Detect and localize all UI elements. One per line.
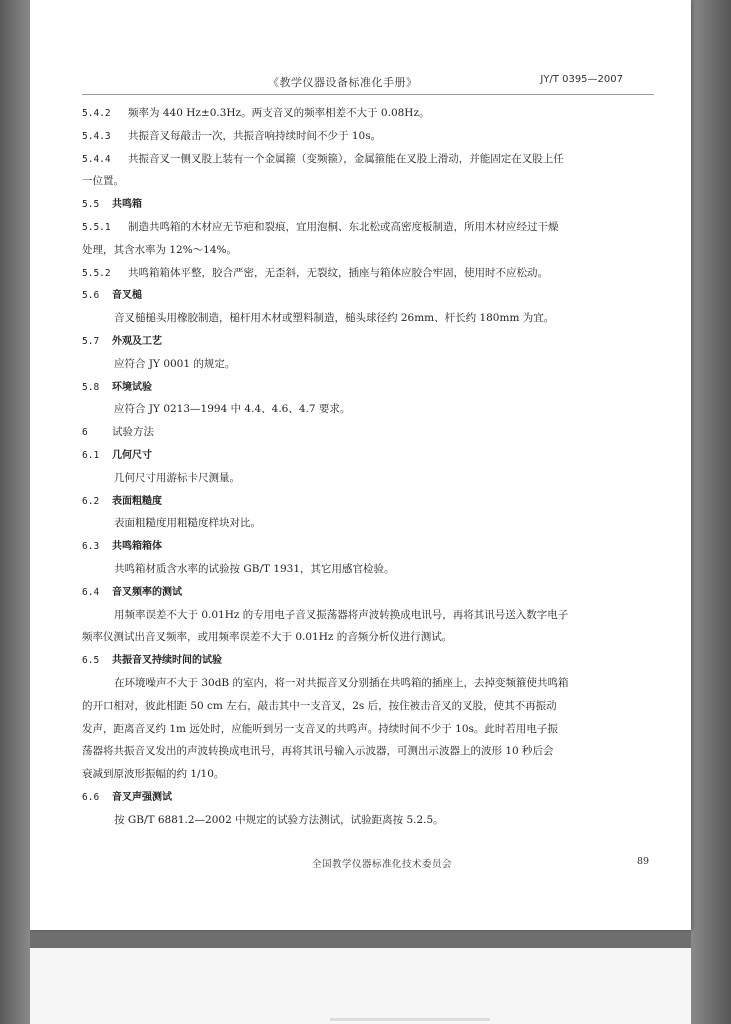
clause-number: 5.7 <box>82 335 100 347</box>
clause-line <box>82 786 657 809</box>
clause-text: 一位置。 <box>82 175 124 188</box>
clause-line <box>82 216 657 239</box>
clause-text: 应符合 JY 0001 的规定。 <box>114 357 236 370</box>
clause-text: 频率为 440 Hz±0.3Hz。两支音叉的频率相差不大于 0.08Hz。 <box>128 107 430 119</box>
paragraph-line <box>82 740 657 763</box>
paragraph-line <box>82 626 657 649</box>
next-page-text-hint <box>330 1018 490 1021</box>
clause-heading: 表面粗糙度 <box>112 495 162 507</box>
paragraph-line <box>82 809 657 832</box>
clause-text: 共振音叉每敲击一次，共振音响持续时间不少于 10s。 <box>128 129 382 142</box>
clause-text: 共鸣箱箱体平整，胶合严密，无歪斜，无裂纹，插座与箱体应胶合牢固，使用时不应松动。 <box>128 266 548 279</box>
clause-heading: 共振音叉持续时间的试验 <box>112 655 222 667</box>
clause-text: 制造共鸣箱的木材应无节疤和裂痕，宜用泡桐、东北松或高密度板制造，所用木材应经过干燥 <box>128 220 559 233</box>
clause-text: 发声，距离音叉约 1m 远处时，应能听到另一支音叉的共鸣声。持续时间不少于 10s。此时若用电子振 <box>82 722 558 735</box>
clause-number: 5.5.2 <box>82 267 111 279</box>
clause-line <box>82 148 657 171</box>
clause-number: 5.5 <box>82 199 100 211</box>
clause-text: 的开口相对，彼此相距 50 cm 左右，敲击其中一支音叉，2s 后，按住被击音叉的叉股，使其不再振动 <box>82 699 557 712</box>
clause-text: 音叉槌槌头用橡胶制造，槌杆用木材或塑料制造，槌头球径约 26mm、杆长约 180mm 为宜。 <box>114 312 555 325</box>
clause-heading: 几何尺寸 <box>112 449 152 461</box>
paragraph-line <box>82 558 657 581</box>
clause-line <box>82 535 657 558</box>
page-number: 89 <box>637 856 650 867</box>
document-page <box>30 0 691 930</box>
clause-number: 5.8 <box>82 381 100 393</box>
clause-text: 试验方法 <box>112 426 154 439</box>
header-rule <box>82 94 654 95</box>
clause-line <box>82 125 657 148</box>
clause-line <box>82 284 657 307</box>
clause-heading: 共鸣箱箱体 <box>112 541 162 553</box>
clause-text: 应符合 JY 0213—1994 中 4.4、4.6、4.7 要求。 <box>114 403 351 416</box>
clause-text: 按 GB/T 6881.2—2002 中规定的试验方法测试，试验距离按 5.2.5。 <box>114 813 444 826</box>
paragraph-line <box>82 353 657 376</box>
next-page-preview <box>30 948 691 1024</box>
clause-line <box>82 581 657 604</box>
clause-number: 5.5.1 <box>82 221 111 233</box>
paragraph-line <box>82 467 657 490</box>
paragraph-line <box>82 695 657 718</box>
footer-organization: 全国教学仪器标准化技术委员会 <box>312 859 453 870</box>
clause-line <box>82 330 657 353</box>
clause-heading: 音叉频率的测试 <box>112 586 182 598</box>
clause-text: 处理，其含水率为 12%～14%。 <box>82 243 238 256</box>
clause-number: 6.2 <box>82 495 100 507</box>
viewer-right-margin <box>691 0 731 1024</box>
paragraph-line <box>82 604 657 627</box>
clause-heading: 音叉声强测试 <box>112 791 172 803</box>
clause-number: 6.6 <box>82 791 100 803</box>
viewer-left-margin <box>0 0 30 1024</box>
clause-line <box>82 649 657 672</box>
clause-heading: 外观及工艺 <box>112 335 162 347</box>
paragraph-line <box>82 239 657 262</box>
clause-text: 共鸣箱材质含水率的试验按 GB/T 1931，其它用感官检验。 <box>114 562 395 575</box>
clause-number: 6.3 <box>82 541 100 553</box>
clause-text: 荡器将共振音叉发出的声波转换成电讯号，再将其讯号输入示波器，可测出示波器上的波形 10 秒后会 <box>82 745 554 758</box>
clause-text: 共振音叉一侧叉股上装有一个金属箍（变频箍），金属箍能在叉股上滑动，并能固定在叉股上任 <box>128 152 564 165</box>
clause-number: 5.4.3 <box>82 130 111 142</box>
clause-text: 表面粗糙度用粗糙度样块对比。 <box>114 517 261 530</box>
paragraph-line <box>82 398 657 421</box>
clause-text: 在环境噪声不大于 30dB 的室内，将一对共振音叉分别插在共鸣箱的插座上，去掉变频箍使共鸣箱 <box>114 676 569 689</box>
paragraph-line <box>82 512 657 535</box>
paragraph-line <box>82 672 657 695</box>
clause-number: 6 <box>82 427 88 439</box>
clause-heading: 共鸣箱 <box>112 199 142 211</box>
paragraph-line <box>82 307 657 330</box>
running-header <box>268 74 623 90</box>
clause-line <box>82 102 657 125</box>
clause-text: 用频率误差不大于 0.01Hz 的专用电子音叉振荡器将声波转换成电讯号，再将其讯号送入数字电子 <box>114 608 569 621</box>
clause-line <box>82 376 657 399</box>
clause-text: 频率仪测试出音叉频率，或用频率误差不大于 0.01Hz 的音频分析仪进行测试。 <box>82 631 453 644</box>
clause-line <box>82 262 657 285</box>
paragraph-line <box>82 718 657 741</box>
header-title: 《教学仪器设备标准化手册》 <box>268 76 418 89</box>
clause-text: 几何尺寸用游标卡尺测量。 <box>114 471 240 484</box>
clause-line <box>82 444 657 467</box>
clause-line <box>82 490 657 513</box>
header-standard-code: JY/T 0395—2007 <box>540 74 623 85</box>
paragraph-line <box>82 763 657 786</box>
clause-number: 6.1 <box>82 449 100 461</box>
clause-text: 衰减到原波形振幅的约 1/10。 <box>82 768 225 781</box>
clause-heading: 音叉槌 <box>112 290 142 302</box>
clause-heading: 环境试验 <box>112 381 152 393</box>
clause-line <box>82 421 657 444</box>
clause-number: 6.4 <box>82 586 100 598</box>
document-body <box>82 102 657 832</box>
clause-number: 5.4.4 <box>82 153 111 165</box>
clause-number: 5.4.2 <box>82 108 111 119</box>
clause-number: 6.5 <box>82 655 100 667</box>
paragraph-line <box>82 170 657 193</box>
clause-number: 5.6 <box>82 290 100 302</box>
clause-line <box>82 193 657 216</box>
